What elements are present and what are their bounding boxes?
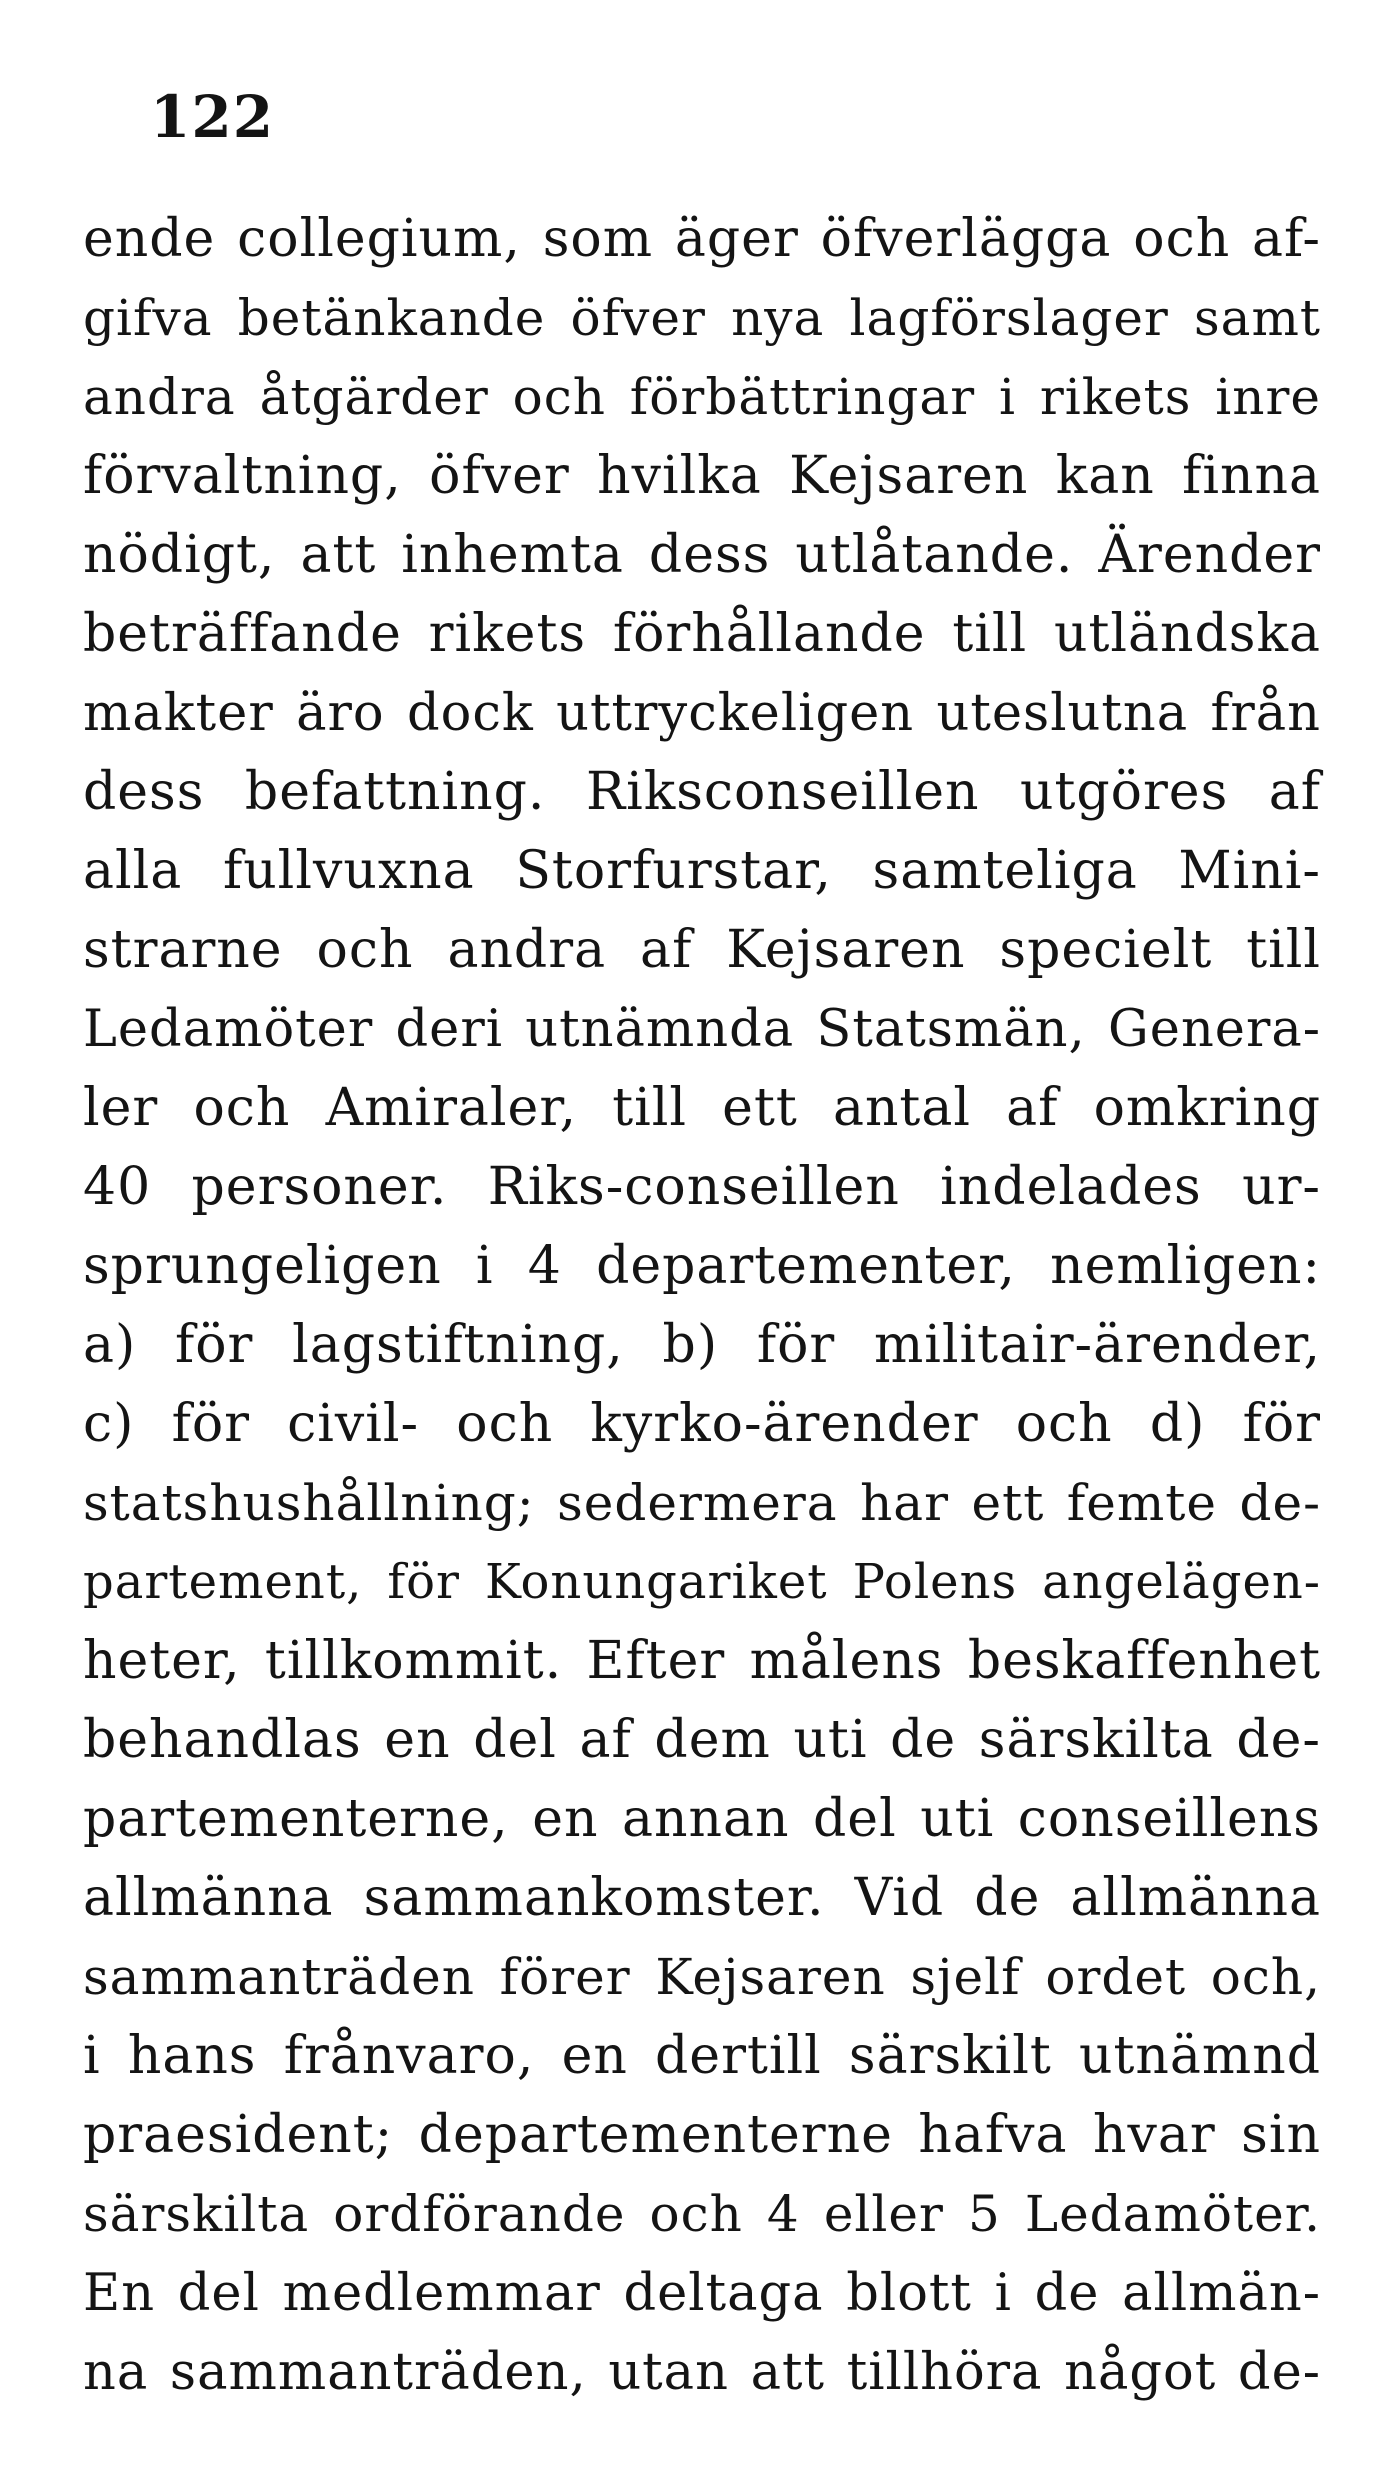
- text-line: ende collegium, som äger öfverlägga och af-: [83, 209, 1321, 269]
- text-line: nödigt, att inhemta dess utlåtande. Ärender: [83, 525, 1321, 585]
- text-line: statshushållning; sedermera har ett femte de-: [83, 1474, 1321, 1532]
- page-number: 122: [150, 83, 275, 151]
- text-line: strarne och andra af Kejsaren specielt till: [83, 920, 1321, 980]
- text-line: sammanträden förer Kejsaren sjelf ordet och,: [83, 1948, 1321, 2006]
- text-line: alla fullvuxna Storfurstar, samteliga Mini-: [83, 841, 1321, 901]
- text-line: En del medlemmar deltaga blott i de allmän-: [83, 2264, 1321, 2323]
- text-line: beträffande rikets förhållande till utländska: [83, 604, 1321, 664]
- text-line: partement, för Konungariket Polens angelägen-: [83, 1554, 1321, 1610]
- text-line: gifva betänkande öfver nya lagförslager samt: [83, 289, 1321, 347]
- text-line: särskilta ordförande och 4 eller 5 Ledamöter.: [83, 2185, 1321, 2243]
- text-line: praesident; departementerne hafva hvar sin: [83, 2105, 1321, 2165]
- text-line: na sammanträden, utan att tillhöra något de-: [83, 2343, 1321, 2402]
- text-line: heter, tillkommit. Efter målens beskaffenhet: [83, 1631, 1321, 1691]
- text-line: andra åtgärder och förbättringar i rikets inre: [83, 368, 1321, 426]
- text-line: 40 personer. Riks-conseillen indelades ur-: [83, 1157, 1321, 1217]
- text-line: behandlas en del af dem uti de särskilta de-: [83, 1710, 1321, 1770]
- text-line: sprungeligen i 4 departementer, nemligen:: [83, 1236, 1321, 1296]
- text-line: allmänna sammankomster. Vid de allmänna: [83, 1868, 1321, 1928]
- text-line: Ledamöter deri utnämnda Statsmän, Genera-: [83, 1000, 1321, 1059]
- text-line: partementerne, en annan del uti conseillens: [83, 1789, 1321, 1849]
- text-line: förvaltning, öfver hvilka Kejsaren kan finna: [83, 446, 1321, 506]
- text-line: dess befattning. Riksconseillen utgöres af: [83, 762, 1321, 822]
- text-line: a) för lagstiftning, b) för militair-ärender,: [83, 1315, 1321, 1375]
- text-line: i hans frånvaro, en dertill särskilt utnämnd: [83, 2026, 1321, 2086]
- text-line: ler och Amiraler, till ett antal af omkring: [83, 1078, 1321, 1138]
- text-line: makter äro dock uttryckeligen uteslutna från: [83, 684, 1321, 743]
- body-text: [83, 200, 1321, 2412]
- text-line: c) för civil- och kyrko-ärender och d) för: [83, 1394, 1321, 1454]
